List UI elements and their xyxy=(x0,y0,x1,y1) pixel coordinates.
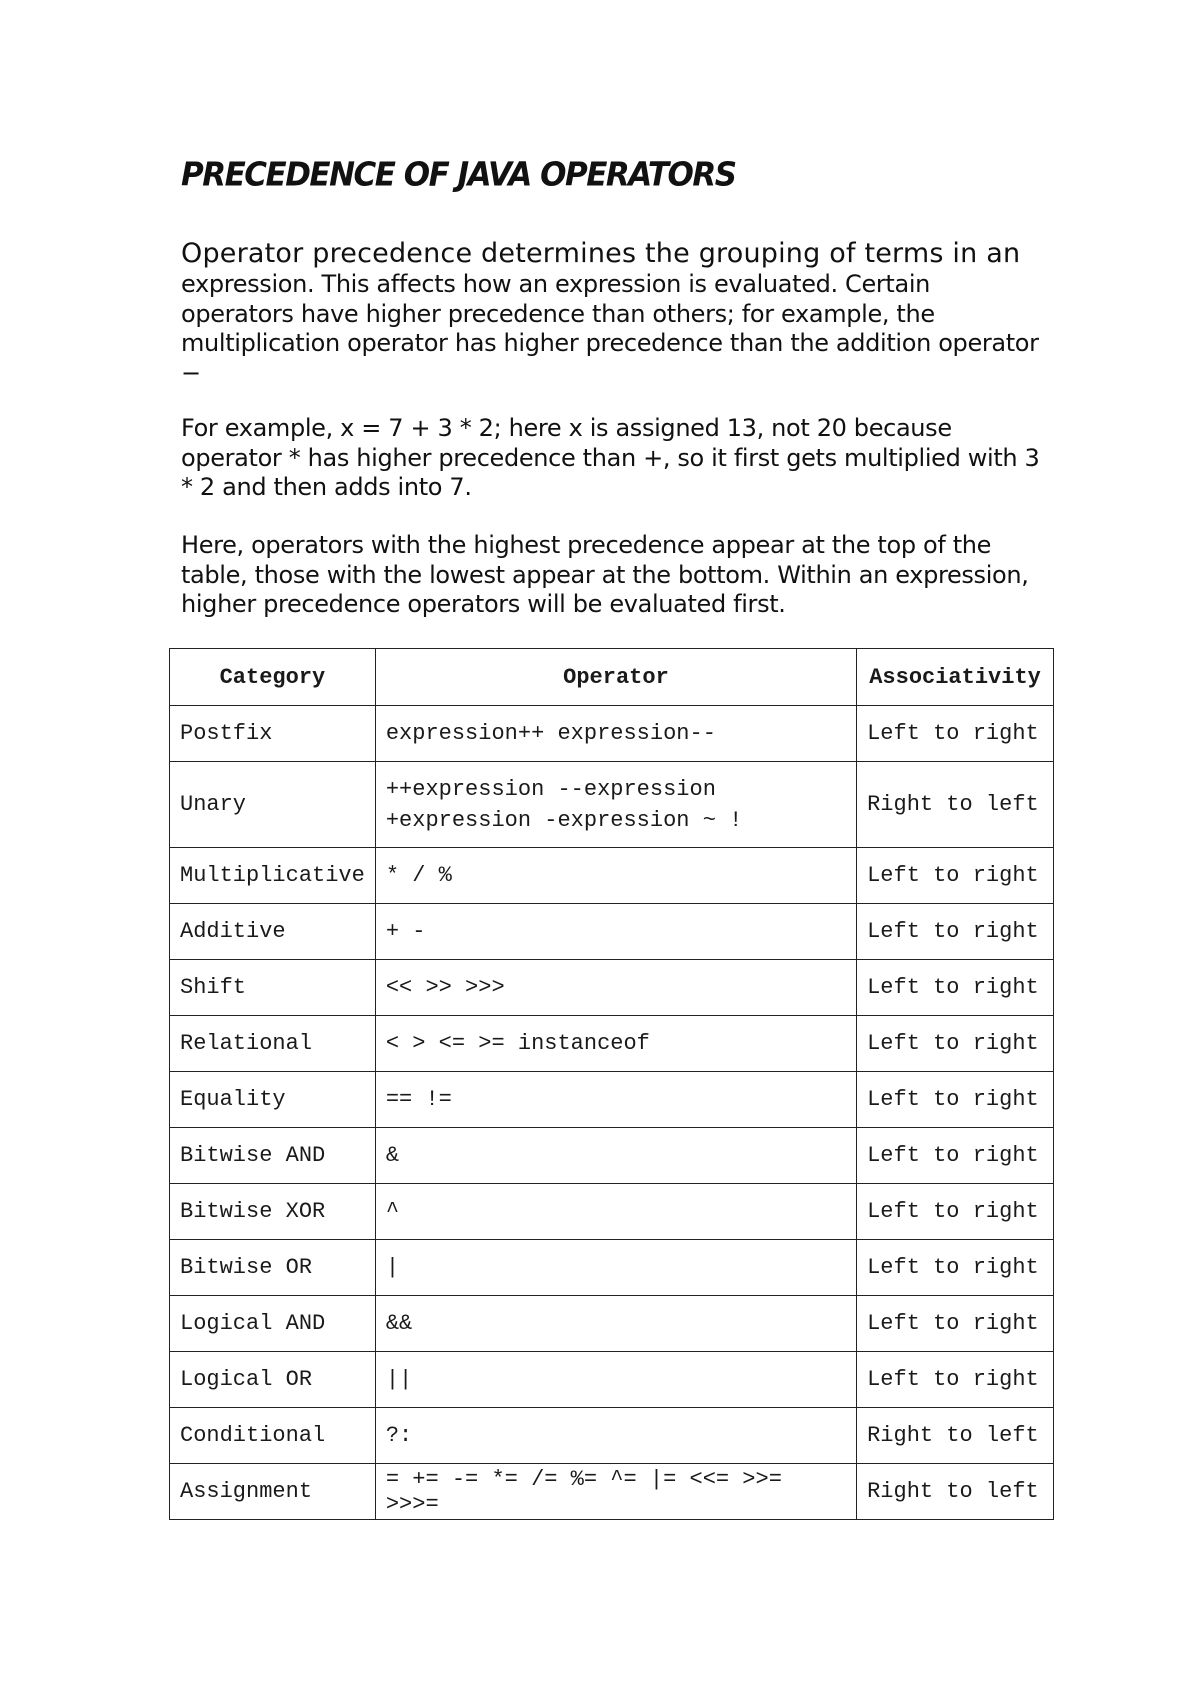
table-row xyxy=(170,762,1054,848)
row-operator: && xyxy=(375,1296,856,1352)
row-associativity: Left to right xyxy=(857,1072,1054,1128)
table-row xyxy=(170,1128,1054,1184)
header-associativity: Associativity xyxy=(857,649,1054,706)
row-category: Relational xyxy=(170,1016,376,1072)
row-operator: = += -= *= /= %= ^= |= <<= >>= >>>= xyxy=(375,1464,856,1520)
row-category: Multiplicative xyxy=(170,848,376,904)
row-operator-text: ++expression --expression +expression -expression ~ ! xyxy=(385,776,743,833)
row-associativity: Left to right xyxy=(857,1240,1054,1296)
row-operator: ^ xyxy=(375,1184,856,1240)
table-row xyxy=(170,1464,1054,1520)
row-category: Unary xyxy=(170,762,376,848)
intro-paragraph xyxy=(181,237,1041,388)
row-category: Bitwise OR xyxy=(170,1240,376,1296)
row-associativity: Left to right xyxy=(857,904,1054,960)
row-operator: << >> >>> xyxy=(375,960,856,1016)
row-operator: expression++ expression-- xyxy=(375,706,856,762)
row-category: Additive xyxy=(170,904,376,960)
table-row xyxy=(170,1184,1054,1240)
row-operator: | xyxy=(375,1240,856,1296)
row-associativity: Left to right xyxy=(857,1184,1054,1240)
header-operator: Operator xyxy=(375,649,856,706)
row-operator: == != xyxy=(375,1072,856,1128)
row-associativity: Right to left xyxy=(857,1408,1054,1464)
row-category: Equality xyxy=(170,1072,376,1128)
table-row xyxy=(170,1240,1054,1296)
example-paragraph: For example, x = 7 + 3 * 2; here x is assigned 13, not 20 because operator * has higher precedence than +, so it first gets multiplied with 3 * 2 and then adds into 7. xyxy=(181,414,1040,501)
table-header-row xyxy=(170,649,1054,706)
row-associativity: Left to right xyxy=(857,1128,1054,1184)
row-associativity: Right to left xyxy=(857,1464,1054,1520)
row-operator: || xyxy=(375,1352,856,1408)
table-row xyxy=(170,1352,1054,1408)
table-row xyxy=(170,848,1054,904)
intro-rest: expression. This affects how an expression is evaluated. Certain operators have higher precedence than others; for example, the multiplication operator has higher precedence than the addition operator − xyxy=(181,270,1039,387)
row-category: Postfix xyxy=(170,706,376,762)
table-row xyxy=(170,1072,1054,1128)
row-associativity: Left to right xyxy=(857,706,1054,762)
row-operator xyxy=(375,762,856,848)
row-operator: < > <= >= instanceof xyxy=(375,1016,856,1072)
header-category: Category xyxy=(170,649,376,706)
row-associativity: Left to right xyxy=(857,1352,1054,1408)
row-category: Assignment xyxy=(170,1464,376,1520)
table-row xyxy=(170,904,1054,960)
row-category: Shift xyxy=(170,960,376,1016)
table-row xyxy=(170,1408,1054,1464)
table-row xyxy=(170,706,1054,762)
row-operator: * / % xyxy=(375,848,856,904)
row-associativity: Right to left xyxy=(857,762,1054,848)
table-explanation-paragraph: Here, operators with the highest precedence appear at the top of the table, those with the lowest appear at the bottom. Within an expression, higher precedence operators will be evaluated first. xyxy=(181,531,1029,618)
page-title: PRECEDENCE OF JAVA OPERATORS xyxy=(181,156,736,194)
intro-first-line: Operator precedence determines the grouping of terms in an xyxy=(181,238,1021,269)
row-category: Bitwise XOR xyxy=(170,1184,376,1240)
row-operator: + - xyxy=(375,904,856,960)
row-operator: & xyxy=(375,1128,856,1184)
table-row xyxy=(170,1016,1054,1072)
row-category: Bitwise AND xyxy=(170,1128,376,1184)
row-associativity: Left to right xyxy=(857,1016,1054,1072)
row-category: Logical AND xyxy=(170,1296,376,1352)
row-associativity: Left to right xyxy=(857,848,1054,904)
table-row xyxy=(170,960,1054,1016)
table-row xyxy=(170,1296,1054,1352)
row-associativity: Left to right xyxy=(857,960,1054,1016)
row-operator: ?: xyxy=(375,1408,856,1464)
precedence-table xyxy=(169,648,1054,1520)
row-category: Logical OR xyxy=(170,1352,376,1408)
row-category: Conditional xyxy=(170,1408,376,1464)
row-associativity: Left to right xyxy=(857,1296,1054,1352)
